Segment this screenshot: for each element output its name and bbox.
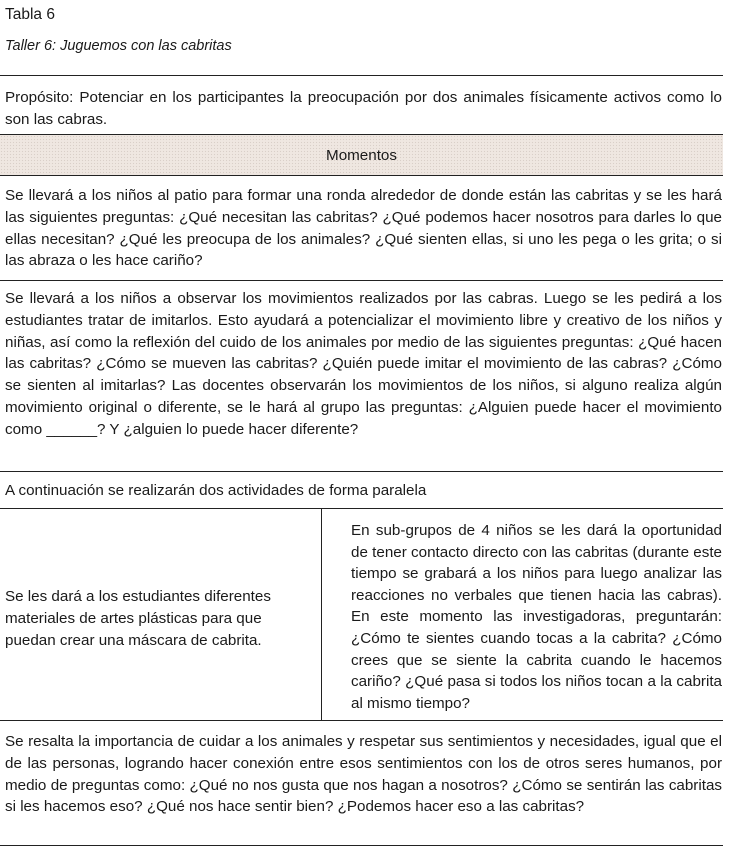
divider-top (0, 75, 723, 76)
closing-text: Se resalta la importancia de cuidar a los animales y respetar sus sentimientos y necesidades, igual que el de las personas, logrando hacer conexión entre esos sentimientos con los de otros seres humanos, por medio de preguntas como: ¿Qué no nos gusta que nos hagan a nosotros? ¿Cómo se sentirán las cabritas si les hacemos eso? ¿Qué nos hace sentir bien? ¿Podemos hacer eso a las cabritas? (5, 733, 722, 816)
divider-parallel (0, 471, 723, 472)
divider-columns-top (0, 508, 723, 509)
moment-1-text: Se llevará a los niños al patio para formar una ronda alrededor de donde están las cabritas y se les hará las siguientes preguntas: ¿Qué necesitan las cabritas? ¿Qué podemos hacer nosotros para darles lo que ellas necesitan? ¿Qué les preocupa de los animales? ¿Qué sienten ellas, si uno les pega o les grita; o si las abraza o les hace cariño? (5, 187, 722, 270)
divider-bottom (0, 845, 723, 846)
parallel-right-cell: En sub-grupos de 4 niños se les dará la oportunidad de tener contacto directo con las cabritas (durante este tiempo se grabará a los niños para luego analizar las reacciones no verbales que tienen hacia las cabras). En este momento las investigadoras, preguntarán: ¿Cómo te sientes cuando tocas a la cabrita? ¿Cómo crees que se siente la cabrita cuando le hacemos cariño? ¿Qué pasa si todos los niños tocan a la cabrita al mismo tiempo? (351, 522, 722, 712)
parallel-intro-text: A continuación se realizarán dos actividades de forma paralela (5, 482, 427, 499)
column-divider (321, 508, 322, 720)
table-title: Taller 6: Juguemos con las cabritas (5, 38, 232, 54)
section-header: Momentos (326, 147, 397, 164)
parallel-left-cell: Se les dará a los estudiantes diferentes materiales de artes plásticas para que puedan crear una máscara de cabrita. (5, 588, 271, 649)
moment-2-text: Se llevará a los niños a observar los movimientos realizados por las cabras. Luego se les pedirá a los estudiantes tratar de imitarlos. Esto ayudará a potencializar el movimiento libre y creativo de los niños y niñas, así como la reflexión del cuido de los animales por medio de las siguientes preguntas: ¿Qué hacen las cabritas? ¿Cómo se mueven las cabritas? ¿Quién puede imitar el movimiento de las cabras? ¿Cómo se sienten al imitarlas? Las docentes observarán los movimientos de los niños, si alguno realiza algún movimiento original o diferente, se le hará al grupo las preguntas: ¿Alguien puede hacer el movimiento como ______? Y ¿alguien lo puede hacer diferente? (5, 290, 722, 438)
divider-closing (0, 720, 723, 721)
table-label: Tabla 6 (5, 6, 55, 23)
divider-moment-2 (0, 280, 723, 281)
purpose-text: Propósito: Potenciar en los participantes la preocupación por dos animales físicamente activos como lo son las cabras. (5, 89, 722, 128)
